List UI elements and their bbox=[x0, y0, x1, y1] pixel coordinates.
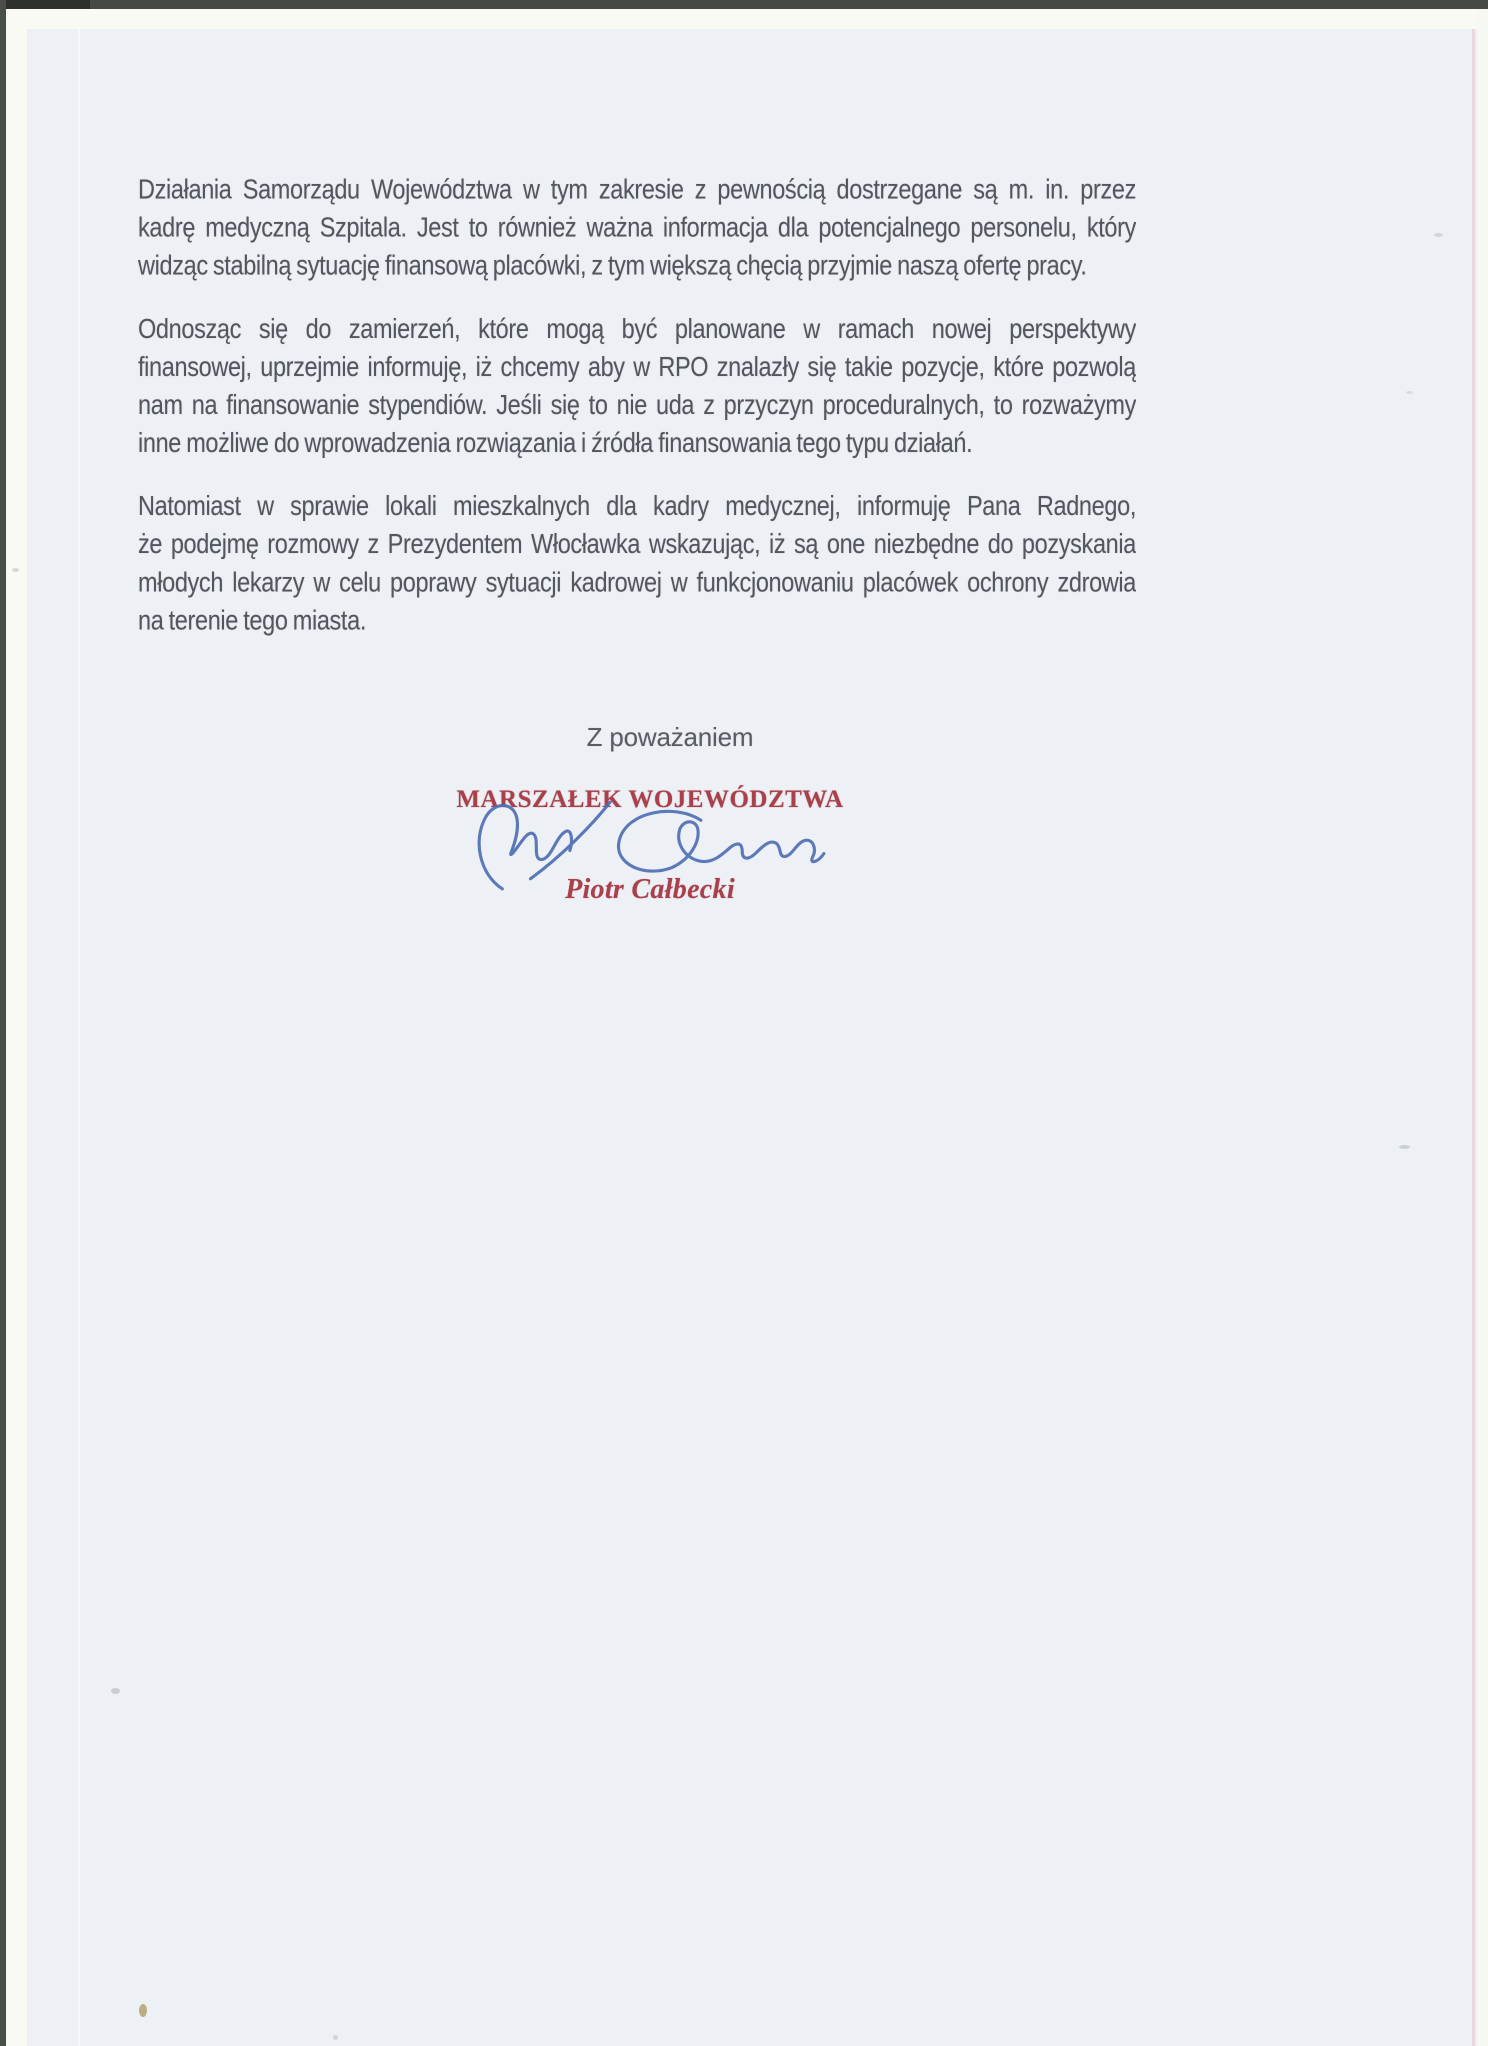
paragraph bbox=[138, 170, 1136, 284]
text-line: Natomiast w sprawie lokali mieszkalnych dla kadry medycznej, informuję Pana Radnego, bbox=[138, 490, 1136, 522]
text-line: kadrę medyczną Szpitala. Jest to również ważna informacja dla potencjalnego personelu, który bbox=[138, 211, 1136, 243]
scan-speck bbox=[1399, 1145, 1410, 1149]
scan-edge-top bbox=[0, 0, 1488, 9]
text-line: finansowej, uprzejmie informuję, iż chcemy aby w RPO znalazły się takie pozycje, które pozwolą bbox=[138, 350, 1136, 382]
letter-body bbox=[138, 170, 1136, 664]
paper-edge-strip-right bbox=[1477, 9, 1488, 2046]
text-line: że podejmę rozmowy z Prezydentem Włocławka wskazując, iż są one niezbędne do pozyskania bbox=[138, 528, 1136, 560]
paragraph bbox=[138, 487, 1136, 639]
scan-speck bbox=[111, 1688, 120, 1694]
signer-name: Piotr Całbecki bbox=[565, 874, 735, 905]
text-line: inne możliwe do wprowadzenia rozwiązania i źródła finansowania tego typu działań. bbox=[138, 427, 973, 458]
closing-phrase: Z poważaniem bbox=[586, 722, 754, 752]
scan-speck bbox=[1434, 233, 1443, 237]
scan-speck bbox=[139, 2004, 147, 2017]
text-line: widząc stabilną sytuację finansową placówki, z tym większą chęcią przyjmie naszą ofertę pracy. bbox=[138, 249, 1087, 281]
scan-speck bbox=[12, 568, 19, 572]
text-line: Odnosząc się do zamierzeń, które mogą być planowane w ramach nowej perspektywy bbox=[138, 312, 1136, 344]
paper-fold-line bbox=[78, 29, 80, 2046]
scan-speck bbox=[333, 2035, 338, 2040]
text-line: młodych lekarzy w celu poprawy sytuacji kadrowej w funkcjonowaniu placówek ochrony zdrowia bbox=[138, 566, 1136, 598]
marshal-title-stamp: MARSZAŁEK WOJEWÓDZTWA bbox=[456, 786, 844, 813]
paragraph bbox=[138, 309, 1136, 461]
text-line: na terenie tego miasta. bbox=[138, 604, 367, 636]
scan-artifact-line bbox=[1472, 29, 1475, 2046]
text-line: nam na finansowanie stypendiów. Jeśli się to nie uda z przyczyn proceduralnych, to rozważymy bbox=[138, 388, 1136, 420]
paper-edge-strip-left bbox=[6, 29, 27, 2046]
text-line: Działania Samorządu Województwa w tym zakresie z pewnością dostrzegane są m. in. przez bbox=[138, 173, 1136, 205]
scan-speck bbox=[1406, 391, 1413, 394]
paper-edge-strip-top bbox=[6, 9, 1488, 29]
